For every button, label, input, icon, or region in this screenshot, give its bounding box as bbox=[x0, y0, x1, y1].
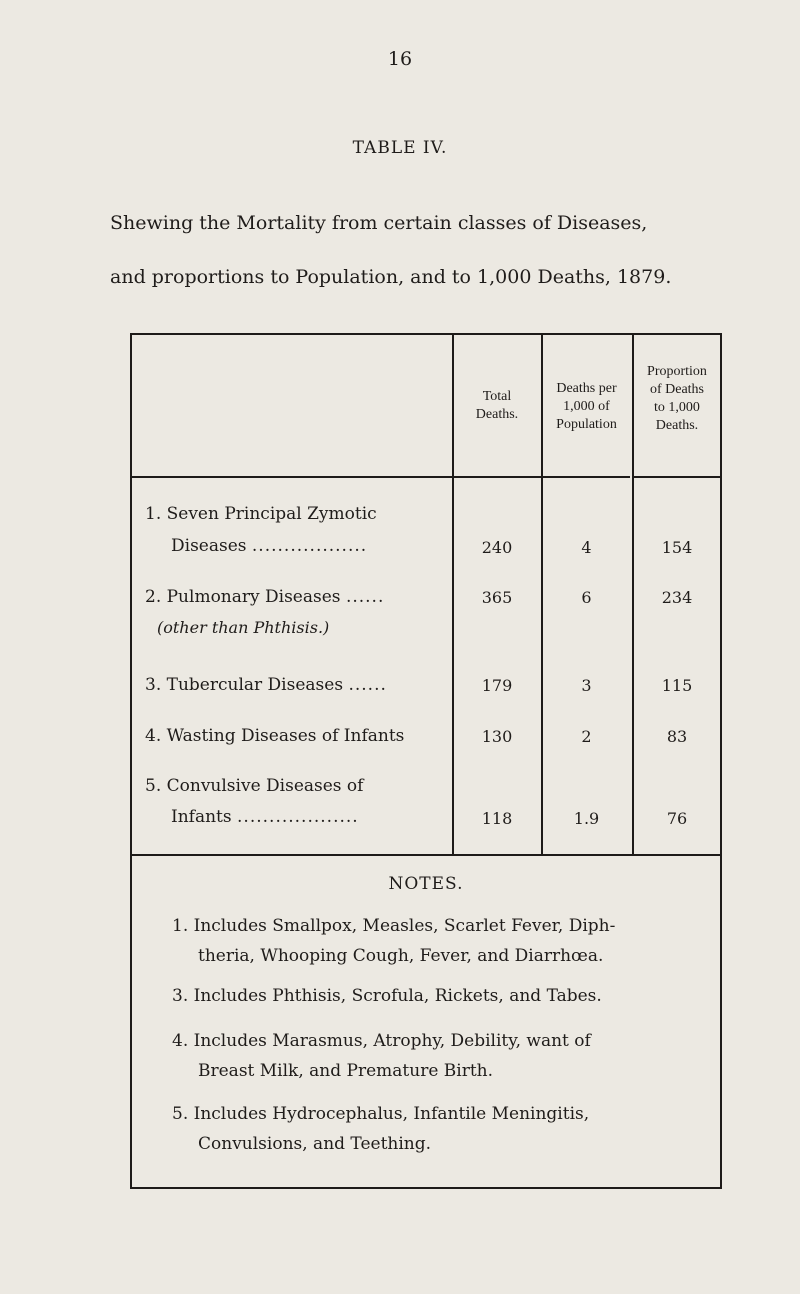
table-bottom-rule bbox=[130, 1187, 722, 1189]
row-1-label-line-1: 1. Seven Principal Zymotic bbox=[145, 504, 377, 524]
page-number: 16 bbox=[387, 48, 413, 70]
row-1-total: 240 bbox=[481, 538, 513, 557]
header-rule-a bbox=[130, 476, 452, 478]
mortality-table bbox=[130, 333, 722, 1189]
note-1: 1. Includes Smallpox, Measles, Scarlet Fever, Diph- theria, Whooping Cough, Fever, and Diarrhœa. bbox=[172, 916, 616, 966]
notes-title: NOTES. bbox=[388, 874, 464, 894]
row-5-total: 118 bbox=[481, 809, 513, 828]
table-subtitle bbox=[110, 196, 750, 304]
header-proportion: Proportion of Deaths to 1,000 Deaths. bbox=[647, 364, 707, 433]
row-4-per-pop: 2 bbox=[581, 727, 592, 746]
note-4: 4. Includes Marasmus, Atrophy, Debility, want of Breast Milk, and Premature Birth. bbox=[172, 1031, 591, 1081]
subtitle-line-1: Shewing the Mortality from certain classes of Diseases, bbox=[110, 212, 648, 234]
row-5-proportion: 76 bbox=[666, 809, 688, 828]
row-5-label-line-2: Infants ................... bbox=[171, 807, 359, 827]
header-rule-b bbox=[453, 476, 541, 478]
row-1-proportion: 154 bbox=[661, 538, 693, 557]
row-2-per-pop: 6 bbox=[581, 588, 592, 607]
table-right-rule bbox=[720, 333, 722, 1189]
row-3-proportion: 115 bbox=[661, 676, 693, 695]
note-3: 3. Includes Phthisis, Scrofula, Rickets, and Tabes. bbox=[172, 986, 602, 1006]
row-2-label-line-2: (other than Phthisis.) bbox=[157, 618, 330, 637]
table-left-rule bbox=[130, 333, 132, 1189]
header-rule-d bbox=[634, 476, 722, 478]
row-2-total: 365 bbox=[481, 588, 513, 607]
row-3-label: 3. Tubercular Diseases ...... bbox=[145, 675, 387, 695]
row-4-proportion: 83 bbox=[666, 727, 688, 746]
row-4-total: 130 bbox=[481, 727, 513, 746]
row-5-per-pop: 1.9 bbox=[573, 809, 600, 828]
header-total-deaths: Total Deaths. bbox=[475, 389, 519, 422]
header-deaths-per-population: Deaths per 1,000 of Population bbox=[556, 381, 617, 432]
notes-rule bbox=[130, 854, 722, 856]
header-rule-c bbox=[542, 476, 630, 478]
row-5-label-line-1: 5. Convulsive Diseases of bbox=[145, 776, 364, 796]
row-3-per-pop: 3 bbox=[581, 676, 592, 695]
table-title: TABLE IV. bbox=[352, 138, 448, 158]
subtitle-line-2: and proportions to Population, and to 1,000 Deaths, 1879. bbox=[110, 266, 672, 288]
row-2-label-line-1: 2. Pulmonary Diseases ...... bbox=[145, 587, 385, 607]
row-3-total: 179 bbox=[481, 676, 513, 695]
row-1-per-pop: 4 bbox=[581, 538, 592, 557]
row-1-label-line-2: Diseases .................. bbox=[171, 536, 368, 556]
row-2-proportion: 234 bbox=[661, 588, 693, 607]
note-5: 5. Includes Hydrocephalus, Infantile Meningitis, Convulsions, and Teething. bbox=[172, 1104, 590, 1154]
row-4-label: 4. Wasting Diseases of Infants bbox=[145, 726, 405, 746]
